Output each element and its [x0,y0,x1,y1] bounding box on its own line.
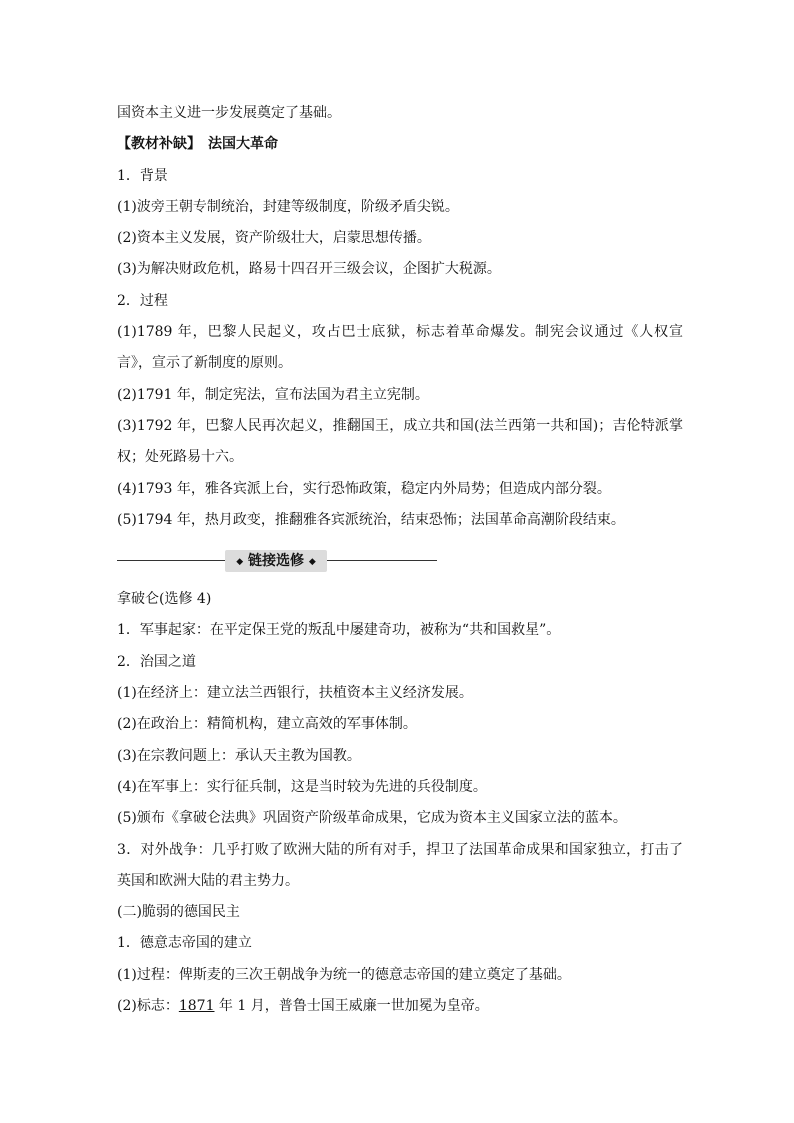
subheading-german-empire: 1．德意志帝国的建立 [117,935,252,952]
list-item: (1)波旁王朝专制统治，封建等级制度，阶级矛盾尖锐。 [117,198,459,215]
underlined-year: 1871 [178,998,215,1015]
list-item: (5)1794 年，热月政变，推翻雅各宾派统治，结束恐怖；法国革命高潮阶段结束。 [117,511,625,528]
list-item: 1．军事起家：在平定保王党的叛乱中屡建奇功，被称为“共和国救星”。 [117,622,561,639]
divider-label: 链接选修 [248,553,304,570]
list-item: (1)过程：俾斯麦的三次王朝战争为统一的德意志帝国的建立奠定了基础。 [117,966,571,983]
list-item-suffix: 年 1 月，普鲁士国王威廉一世加冕为皇帝。 [214,998,489,1015]
divider-tag [225,550,327,572]
subheading-background: 1．背景 [117,167,168,184]
list-item-prefix: (2)标志： [117,998,179,1015]
list-item: (2)1791 年，制定宪法，宣布法国为君主立宪制。 [117,386,429,403]
list-item: (5)颁布《拿破仑法典》巩固资产阶级革命成果，它成为资本主义国家立法的蓝本。 [117,810,627,827]
subheading-governance: 2．治国之道 [117,653,196,670]
diamond-icon: ◆ [308,557,316,568]
list-item: (2)在政治上：精简机构，建立高效的军事体制。 [117,716,417,733]
diamond-icon: ◆ [236,557,244,568]
list-item [117,991,683,1022]
document-page [117,98,683,1022]
list-item: (3)在宗教问题上：承认天主教为国教。 [117,747,361,764]
list-item: (4)1793 年，雅各宾派上台，实行恐怖政策，稳定内外局势；但造成内部分裂。 [117,480,611,497]
list-item: (2)资本主义发展，资产阶级壮大，启蒙思想传播。 [117,230,431,247]
section-heading-french-revolution: 【教材补缺】 法国大革命 [117,136,278,153]
section-heading-napoleon: 拿破仑(选修 4) [117,591,212,608]
section-heading-german-democracy: (二)脆弱的德国民主 [117,904,240,921]
list-item: (3)1792 年，巴黎人民再次起义，推翻国王，成立共和国(法兰西第一共和国)；吉伦特派掌权；处死路易十六。 [117,417,683,466]
list-item: 3．对外战争：几乎打败了欧洲大陆的所有对手，捍卫了法国革命成果和国家独立，打击了英国和欧洲大陆的君主势力。 [117,841,683,889]
subheading-process: 2．过程 [117,292,168,309]
list-item: (3)为解决财政危机，路易十四召开三级会议，企图扩大税源。 [117,261,501,278]
list-item: (1)1789 年，巴黎人民起义，攻占巴士底狱，标志着革命爆发。制宪会议通过《人权宣言》，宣示了新制度的原则。 [117,324,683,372]
list-item: (4)在军事上：实行征兵制，这是当时较为先进的兵役制度。 [117,778,487,795]
list-item: (1)在经济上：建立法兰西银行，扶植资本主义经济发展。 [117,685,473,702]
section-divider [117,545,437,577]
text-line: 国资本主义进一步发展奠定了基础。 [117,105,341,121]
